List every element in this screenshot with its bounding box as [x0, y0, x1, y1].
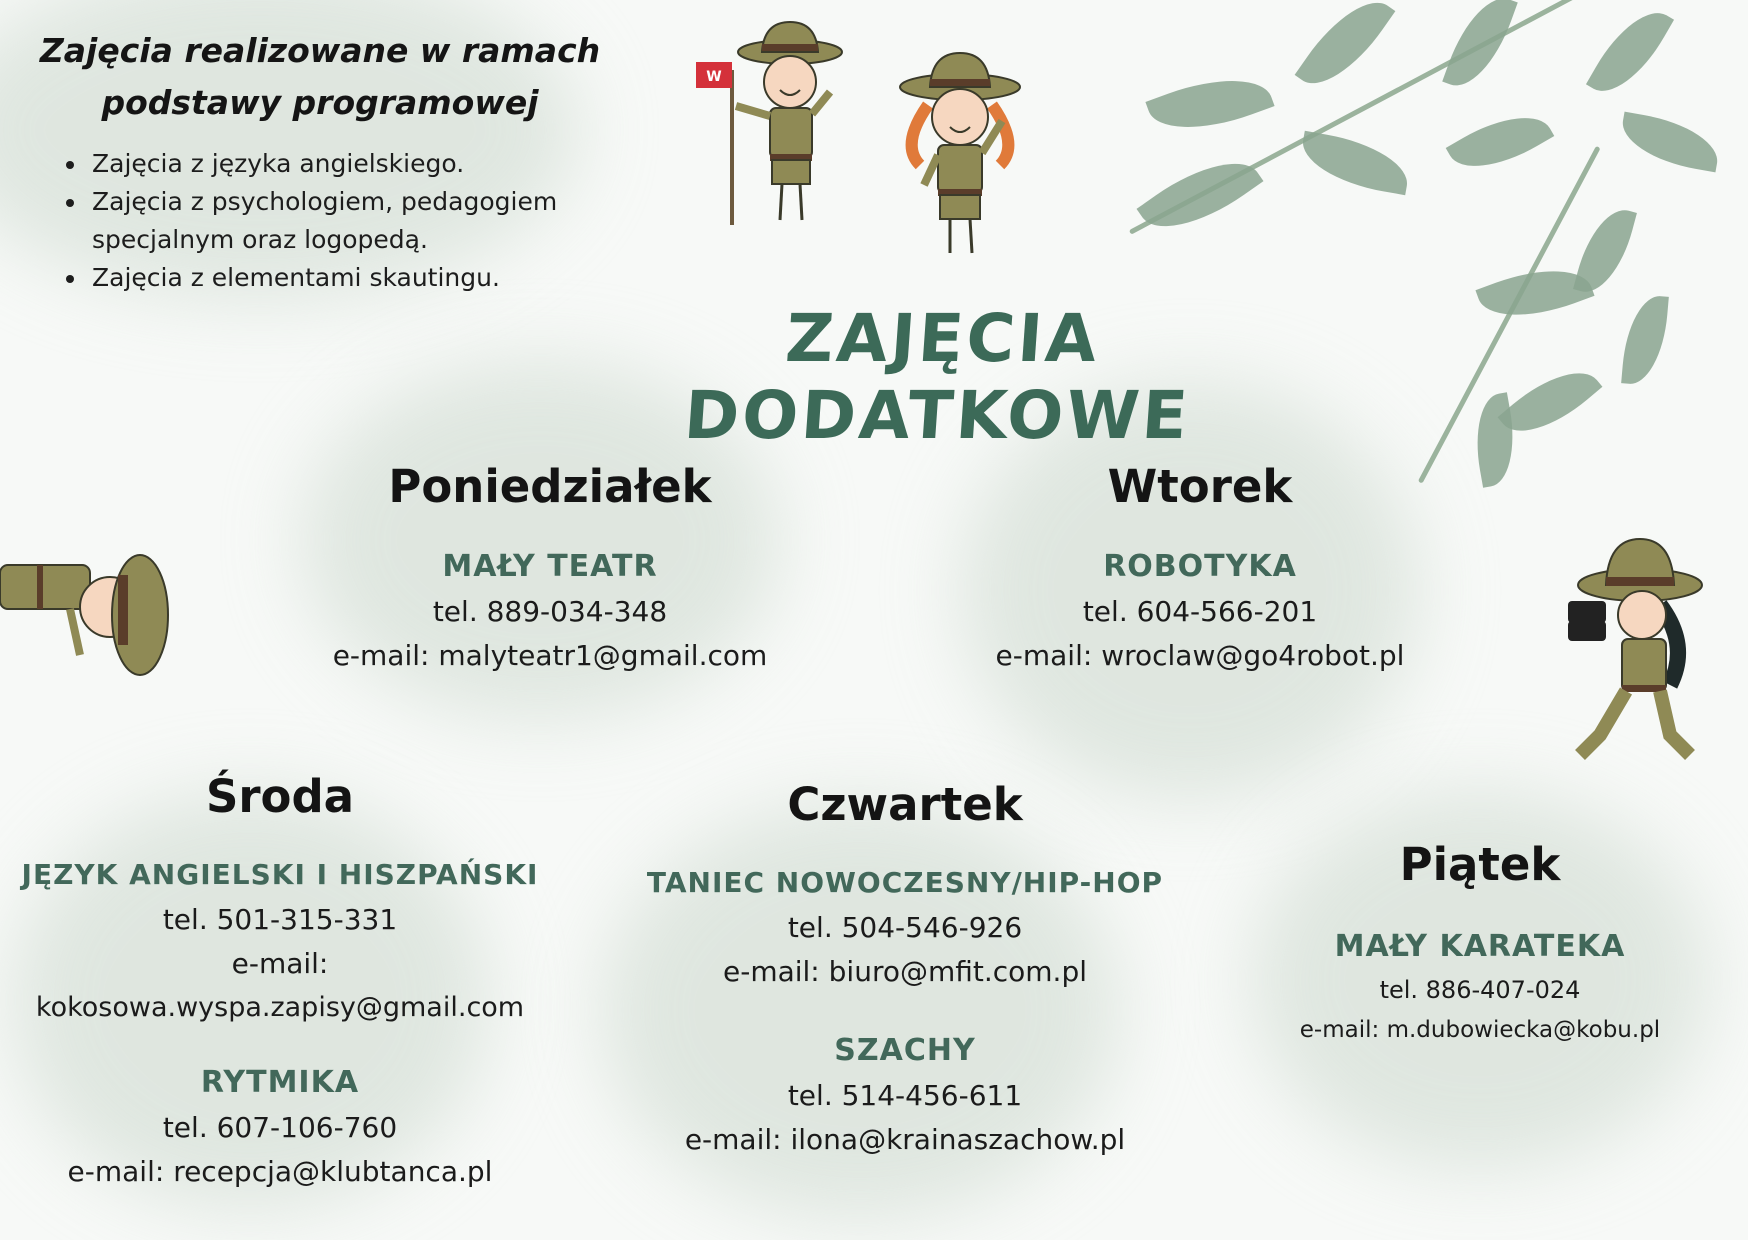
intro-title-line2: podstawy programowej [101, 83, 539, 122]
day-tuesday [940, 452, 1460, 678]
scout-lying-illustration [0, 545, 190, 695]
activity-email: e-mail: biuro@mfit.com.pl [722, 955, 1088, 988]
intro-list-item: • Zajęcia z elementami skautingu. [88, 259, 620, 297]
activity-phone: tel. 504-546-926 [787, 911, 1023, 944]
intro-list-item: • Zajęcia z języka angielskiego. [88, 145, 620, 183]
activity-phone: tel. 604-566-201 [1082, 595, 1318, 628]
activity-name: TANIEC NOWOCZESNY/HIP-HOP [646, 866, 1164, 899]
intro-title-line1: Zajęcia realizowane w ramach [39, 31, 601, 70]
activity-name: SZACHY [834, 1033, 976, 1068]
activity-phone: tel. 514-456-611 [787, 1079, 1023, 1112]
activity-email: e-mail: malyteatr1@gmail.com [332, 639, 768, 672]
activity-email: e-mail: wroclaw@go4robot.pl [995, 639, 1405, 672]
activity-email: kokosowa.wyspa.zapisy@gmail.com [35, 992, 525, 1023]
activity-phone: tel. 889-034-348 [432, 595, 668, 628]
intro-section [20, 25, 620, 297]
activity-name: RYTMIKA [200, 1065, 360, 1100]
day-name: Poniedziałek [388, 460, 712, 513]
scout-boy-illustration [690, 10, 870, 240]
activity-email: e-mail: ilona@krainaszachow.pl [684, 1123, 1126, 1156]
intro-list [20, 145, 620, 297]
activity-email: e-mail: recepcja@klubtanca.pl [67, 1155, 493, 1188]
day-name: Piątek [1399, 838, 1561, 891]
activity-name: MAŁY TEATR [442, 549, 658, 584]
main-title: ZAJĘCIA DODATKOWE [681, 300, 1193, 454]
activity-phone: tel. 501-315-331 [162, 903, 398, 936]
activity-name: MAŁY KARATEKA [1334, 929, 1626, 964]
intro-list-item: • Zajęcia z psychologiem, pedagogiem specjalnym oraz logopedą. [88, 183, 612, 259]
day-thursday [620, 770, 1190, 1162]
intro-title [20, 25, 620, 129]
scout-binoculars-illustration [1560, 535, 1710, 775]
activity-name: ROBOTYKA [1103, 549, 1297, 584]
activity-name: JĘZYK ANGIELSKI I HISZPAŃSKI [21, 858, 539, 891]
activity-email: e-mail: m.dubowiecka@kobu.pl [1299, 1017, 1661, 1043]
scout-girl-illustration [880, 35, 1040, 265]
day-name: Środa [205, 770, 355, 823]
activity-phone: tel. 886-407-024 [1379, 976, 1581, 1004]
day-wednesday [10, 762, 550, 1194]
day-name: Wtorek [1107, 460, 1293, 513]
day-monday [290, 452, 810, 678]
flag-letter: W [706, 69, 722, 85]
day-name: Czwartek [787, 778, 1023, 831]
activity-email-label: e-mail: [231, 947, 329, 980]
activity-phone: tel. 607-106-760 [162, 1111, 398, 1144]
day-friday [1255, 830, 1705, 1050]
